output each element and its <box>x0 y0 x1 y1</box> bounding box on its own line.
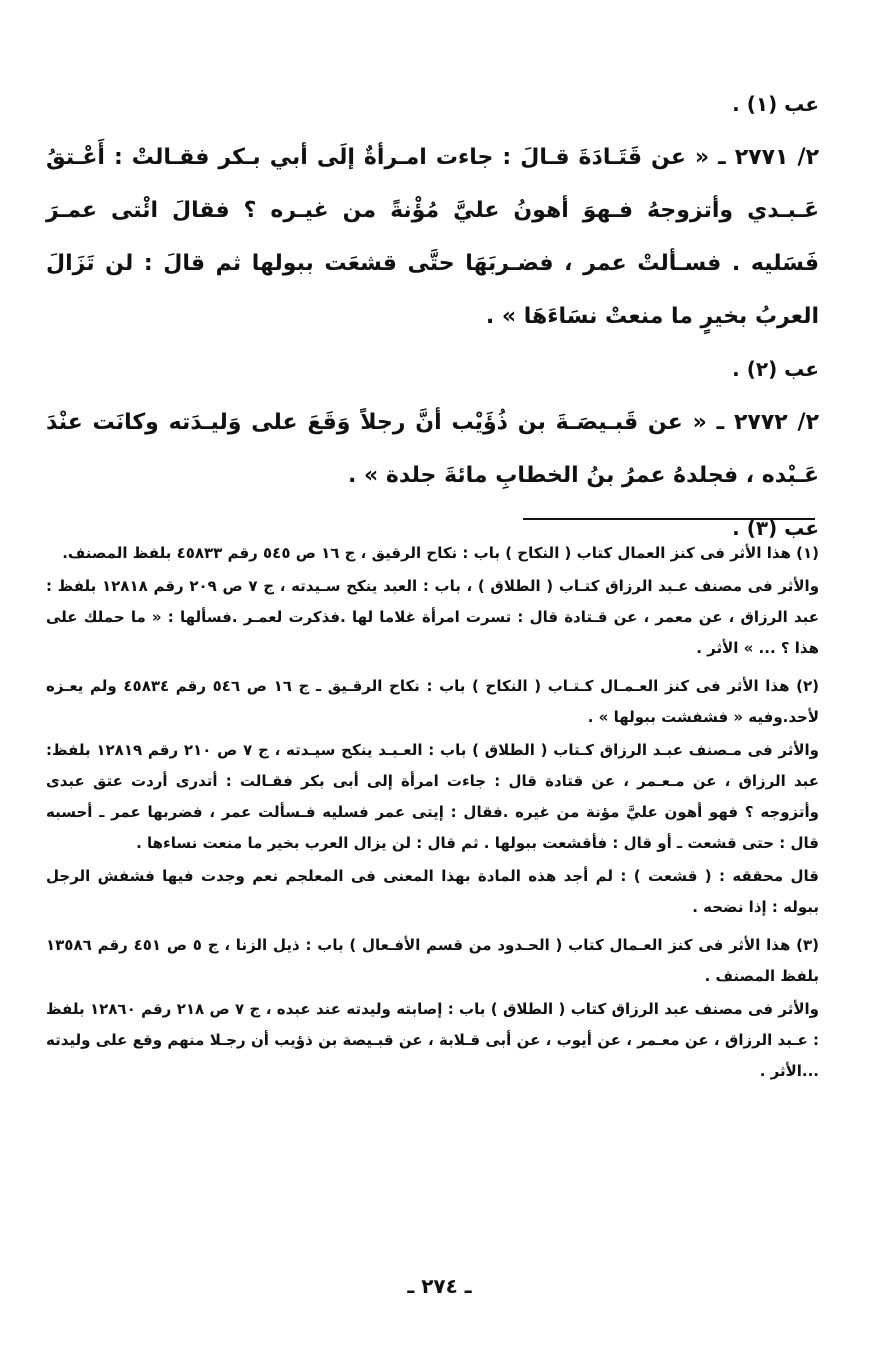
footnote-separator <box>523 518 815 520</box>
footnote-3: (٣) هذا الأثر فى كنز العـمال كتاب ( الحـدود من قسم الأفـعال ) باب : ذيل الزنا ، ج ٥ ص ٤٥١ رقم ١٣٥٨٦ بلفظ المصنف . <box>46 936 820 985</box>
main-text <box>46 78 819 555</box>
narration-2772: ٢/ ٢٧٧٢ ـ « عن قَبـيصَـةَ بن ذُؤَيْب أنَّ رجلاً وَقَعَ على وَليـدَته وكانَت عنْدَ عَـبْده ، فجلدهُ عمرُ بنُ الخطابِ مائةَ جلدة » . <box>46 410 819 488</box>
footnote-2-continuation: والأثر فى مـصنف عبـد الرزاق كـتاب ( الطلاق ) باب : العـبـد ينكح سيـدته ، ج ٧ ص ٢١٠ رقم ١٢٨١٩ بلفظ: عبد الرزاق ، عن مـعـمر ، عن قتادة قال : جاءت امرأة إلى أبى بكر فقـالت : أتدرى أردت عتق عبدى وأتزوجه ؟ فهو أهون عليَّ مؤنة من غيره .فقال : إيتى عمر فسليه فـسألت عمر ، فضربها عمر ـ أحسبه قال : حتى قشعت ـ أو قال : فأقشعت ببولها . ثم قال : لن يزال العرب بخير ما منعت نساءها . <box>46 741 820 852</box>
source-reference: عب (٣) . <box>732 516 819 540</box>
footnote-1-continuation: والأثر فى مصنف عـبد الرزاق كتـاب ( الطلاق ) ، باب : العبد ينكح سـيدته ، ج ٧ ص ٢٠٩ رقم ١٢٨١٨ بلفظ : عبد الرزاق ، عن معمر ، عن قـتادة قال : تسرت امرأة غلاما لها .فذكرت لعمـر .فسألها : « ما حملك على هذا ؟ ... » الأثر . <box>46 577 820 657</box>
source-reference: عب (٢) . <box>732 357 819 381</box>
footnote-2-editor-note: قال محققه : ( قشعت ) : لم أجد هذه المادة بهذا المعنى فى المعلجم نعم وجدت فيها فشفش الرجل ببوله : إذا نضحه . <box>46 867 819 916</box>
page-number: ـ ٢٧٤ ـ <box>407 1274 472 1298</box>
footnote-2: (٢) هذا الأثر فى كنز العـمـال كـتـاب ( النكاح ) باب : نكاح الرقـيق ـ ج ١٦ ص ٥٤٦ رقم ٤٥٨٣٤ ولم يعـزه لأحد.وفيه « فشفشت ببولها » . <box>46 677 819 726</box>
footnote-1: (١) هذا الأثر فى كنز العمال كتاب ( النكاح ) باب : نكاح الرقيق ، ج ١٦ ص ٥٤٥ رقم ٤٥٨٣٣ بلفظ المصنف. <box>62 544 819 562</box>
footnote-3-continuation: والأثر فى مصنف عبد الرزاق كتاب ( الطلاق ) باب : إصابته وليدته عند عبده ، ج ٧ ص ٢١٨ رقم ١٢٨٦٠ بلفظ : عـبد الرزاق ، عن معـمر ، عن أيوب ، عن أبى قـلابة ، عن قبـيصة بن ذؤيب أن رجـلا منهم وقع على وليدته ...الأثر . <box>46 1000 819 1080</box>
source-reference: عب (١) . <box>732 92 819 116</box>
footnotes <box>46 538 819 1094</box>
narration-2771: ٢/ ٢٧٧١ ـ « عن قَتَـادَةَ قـالَ : جاءت امـرأةٌ إلَى أبي بـكر فقـالتْ : أَعْـتقُ عَـبـدي وأتزوجهُ فـهوَ أهونُ عليَّ مُؤْنةً من غيـره ؟ فقالَ ائْتى عمـرَ فَسَليه . فسـألتْ عمر ، فضـربَهَا حتَّى قشعَت ببولها ثم قالَ : لن تَزَالَ العربُ بخيرٍ ما منعتْ نسَاءَهَا » . <box>46 145 819 329</box>
